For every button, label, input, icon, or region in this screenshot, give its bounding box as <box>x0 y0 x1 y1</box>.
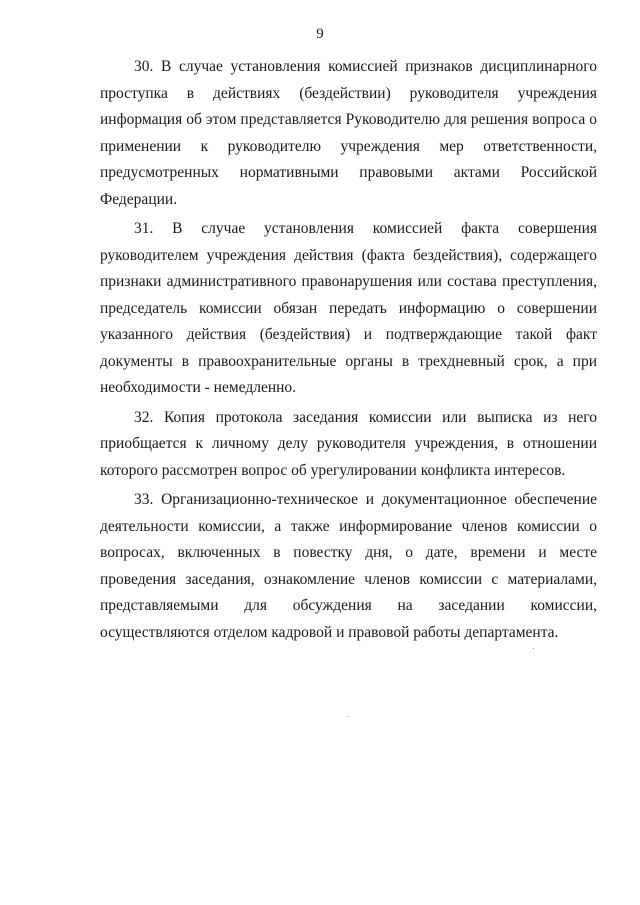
scan-speck <box>533 648 534 649</box>
paragraph-31: 31. В случае установления комиссией факта совершения руководителем учреждения действия (факта бездействия), содержащего признаки административного правонарушения или состава преступления, председатель комиссии обязан передать информацию о совершении указанного действия (бездействия) и подтверждающие такой факт документы в правоохранительные органы в трехдневный срок, а при необходимости - немедленно. <box>100 220 597 396</box>
paragraph-33: 33. Организационно-техническое и документационное обеспечение деятельности комиссии, а также информирование членов комиссии о вопросах, включенных в повестку дня, о дате, времени и месте проведения заседания, ознакомление членов комиссии с материалами, представляемыми для обсуждения на заседании комиссии, осуществляются отделом кадровой и правовой работы департамента. <box>100 491 597 641</box>
paragraph-30: 30. В случае установления комиссией признаков дисциплинарного проступка в действиях (бездействии) руководителя учреждения информация об этом представляется Руководителю для решения вопроса о применении к руководителю учреждения мер ответственности, предусмотренных нормативными правовыми актами Российской Федерации. <box>100 58 597 208</box>
paragraph-32: 32. Копия протокола заседания комиссии или выписка из него приобщается к личному делу руководителя учреждения, в отношении которого рассмотрен вопрос об урегулировании конфликта интересов. <box>100 408 597 479</box>
document-body <box>100 54 597 649</box>
page-number: 9 <box>316 26 324 42</box>
scan-speck <box>347 716 348 717</box>
